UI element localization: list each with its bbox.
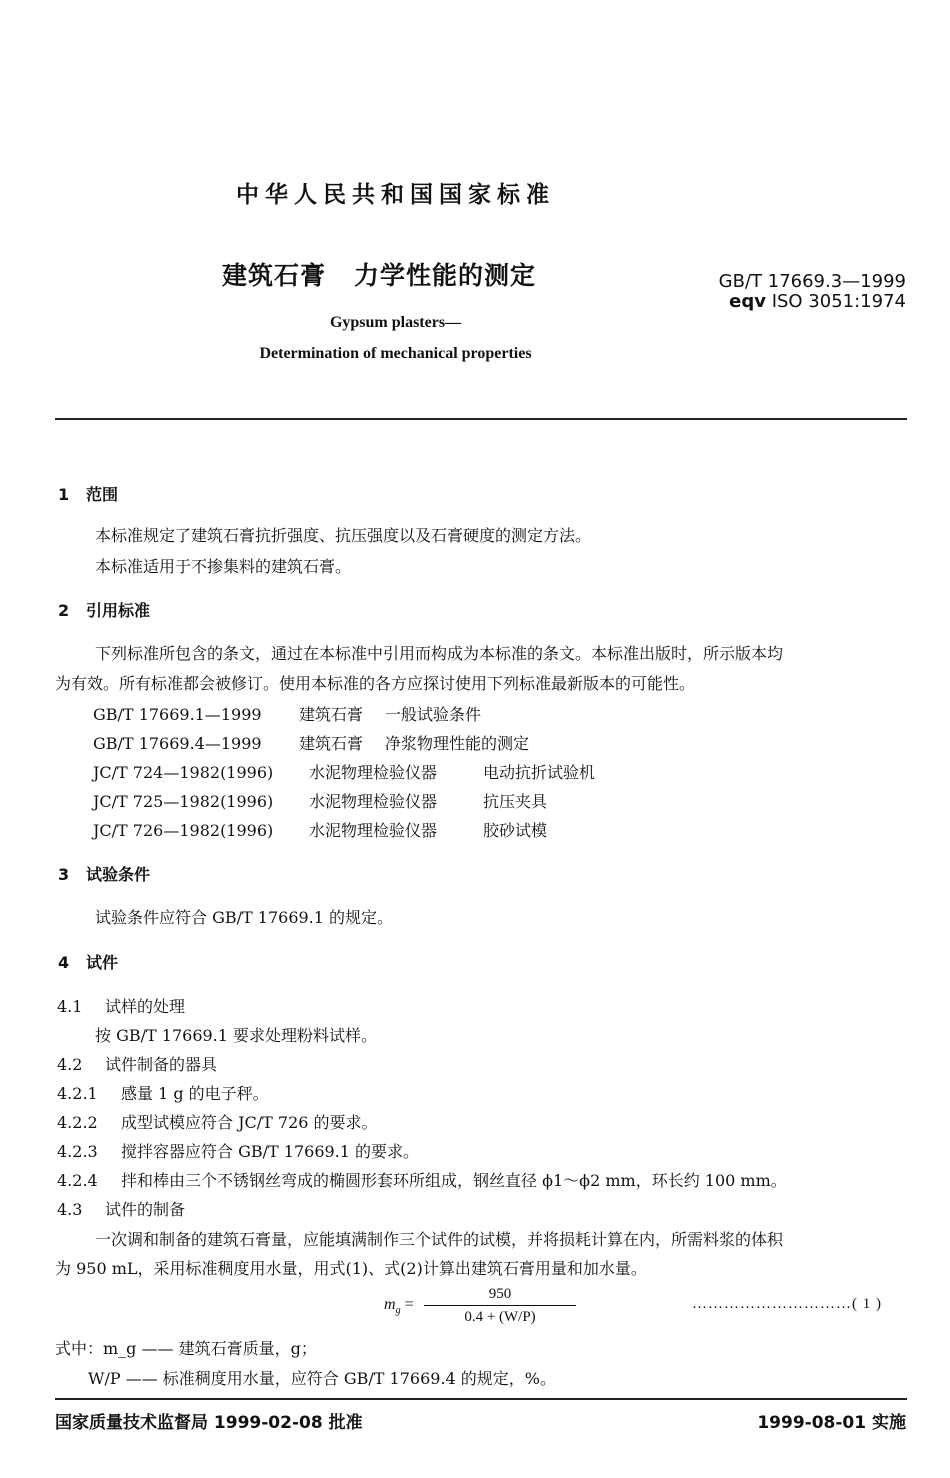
equation-number-1: …………………………( 1 ) [692, 1296, 882, 1312]
equivalence-line: eqv ISO 3051:1974 [729, 291, 906, 312]
header-divider [55, 418, 907, 420]
formula-lhs: $m_g$ = [384, 1296, 414, 1317]
section-1-paragraph-2: 本标准适用于不掺集料的建筑石膏。 [95, 557, 352, 576]
section-2-intro-line-1: 下列标准所包含的条文，通过在本标准中引用而构成为本标准的条文。本标准出版时，所示版本均 [95, 644, 784, 663]
formula-numerator: 950 [488, 1286, 512, 1302]
effective-date: 1999-08-01 实施 [757, 1413, 906, 1433]
formula-fraction [424, 1284, 576, 1327]
subsection-4-3-line-1: 一次调和制备的建筑石膏量，应能填满制作三个试件的试模，并将损耗计算在内，所需料浆的体积 [95, 1230, 784, 1249]
clause-4-2-3: 4.2.3 搅拌容器应符合 GB/T 17669.1 的要求。 [57, 1142, 420, 1161]
section-1-heading: 1 范围 [58, 485, 119, 504]
subsection-4-1-heading: 4.1 试样的处理 [57, 997, 186, 1016]
standard-number-block [719, 272, 906, 312]
title-part-1: 建筑石膏 [222, 261, 327, 290]
subsection-4-1-paragraph: 按 GB/T 17669.1 要求处理粉料试样。 [95, 1026, 378, 1045]
subsection-4-2-heading: 4.2 试件制备的器具 [57, 1055, 218, 1074]
section-1-paragraph-1: 本标准规定了建筑石膏抗折强度、抗压强度以及石膏硬度的测定方法。 [95, 526, 592, 545]
subsection-4-3-heading: 4.3 试件的制备 [57, 1200, 186, 1219]
english-title-line-2: Determination of mechanical properties [259, 345, 532, 362]
clause-4-2-4: 4.2.4 拌和棒由三个不锈钢丝弯成的椭圆形套环所组成，钢丝直径 ϕ1～ϕ2 mm，环长约 100 mm。 [57, 1171, 787, 1190]
reference-item: JC/T 724—1982(1996) 水泥物理检验仪器 电动抗折试验机 [93, 763, 596, 782]
subsection-4-3-line-2: 为 950 mL，采用标准稠度用水量，用式(1)、式(2)计算出建筑石膏用量和加水量。 [55, 1259, 647, 1278]
where-line-2: W/P —— 标准稠度用水量，应符合 GB/T 17669.4 的规定，%。 [88, 1369, 557, 1388]
footer-divider [55, 1398, 907, 1400]
where-line-1: 式中：m_g —— 建筑石膏质量，g； [55, 1339, 317, 1358]
clause-4-2-1: 4.2.1 感量 1 g 的电子秤。 [57, 1084, 269, 1103]
reference-item: GB/T 17669.1—1999 建筑石膏 一般试验条件 [93, 705, 482, 724]
section-4-heading: 4 试件 [58, 953, 119, 972]
section-2-intro-line-2: 为有效。所有标准都会被修订。使用本标准的各方应探讨使用下列标准最新版本的可能性。 [55, 674, 696, 693]
section-3-paragraph: 试验条件应符合 GB/T 17669.1 的规定。 [95, 908, 394, 927]
reference-item: GB/T 17669.4—1999 建筑石膏 净浆物理性能的测定 [93, 734, 530, 753]
clause-4-2-2: 4.2.2 成型试模应符合 JC/T 726 的要求。 [57, 1113, 378, 1132]
english-title-line-1: Gypsum plasters— [329, 314, 462, 331]
section-2-heading: 2 引用标准 [58, 601, 151, 620]
section-3-heading: 3 试验条件 [58, 865, 151, 884]
reference-item: JC/T 725—1982(1996) 水泥物理检验仪器 抗压夹具 [93, 792, 548, 811]
reference-item: JC/T 726—1982(1996) 水泥物理检验仪器 胶砂试模 [93, 821, 548, 840]
standard-number: GB/T 17669.3—1999 [718, 271, 906, 292]
document-title [222, 256, 536, 292]
title-part-2: 力学性能的测定 [354, 261, 537, 290]
national-standard-heading: 中华人民共和国国家标准 [236, 182, 555, 208]
approval-line: 国家质量技术监督局 1999-02-08 批准 [55, 1413, 363, 1433]
formula-denominator: 0.4 + (W/P) [464, 1309, 536, 1325]
fraction-bar [424, 1305, 576, 1306]
